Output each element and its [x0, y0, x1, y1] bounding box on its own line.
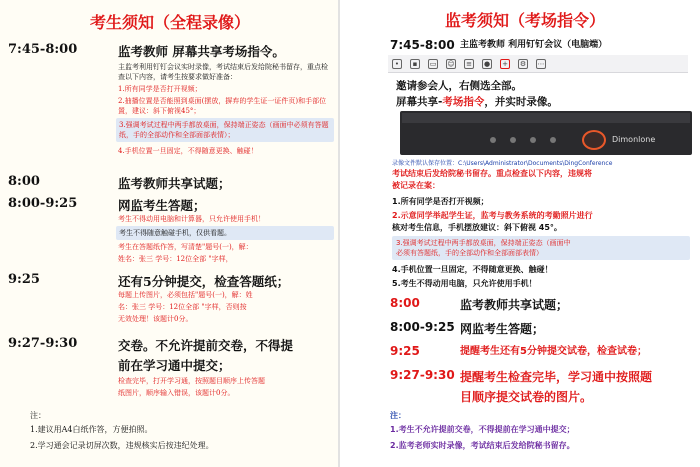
- check-item: 核对考生信息，手机摆放建议：斜下俯视 45°。: [392, 223, 562, 232]
- note-item: 1.建议用A4白纸作答，方便拍照。: [30, 425, 153, 434]
- settings-icon: ⚙: [519, 59, 527, 68]
- note-item: 1.考生不允许提前交卷，不得提前在学习通中提交；: [390, 425, 575, 434]
- mic-icon: •: [392, 59, 402, 69]
- time-label: 7:45-8:00: [390, 38, 455, 52]
- step-heading: 监考教师共享试题；: [118, 176, 231, 191]
- check-item: [392, 210, 593, 221]
- meeting-app-label: Dimonlone: [612, 135, 656, 144]
- rule-text: 每题上传图片，必须包括"题号(一)，解：姓: [118, 291, 253, 299]
- step-heading: 提醒考生检查完毕，学习通中按照题: [460, 370, 653, 384]
- rule-text: 纸图片，顺序输入错误，该题计0分。: [118, 389, 235, 397]
- toolbar-dot-icon: [550, 137, 556, 143]
- rule-text: 检查完毕，打开学习通，按照题目顺序上传答题: [118, 377, 265, 385]
- step-heading: 提醒考生还有5分钟提交试卷，检查试卷；: [460, 346, 647, 357]
- time-label: 8:00-9:25: [390, 320, 455, 334]
- left-notice-panel: [0, 0, 340, 467]
- step-heading: 前在学习通中提交；: [118, 358, 231, 373]
- share-prefix: 屏幕共享-: [396, 96, 443, 108]
- note-heading: 注：: [30, 411, 46, 420]
- invite-text: 邀请参会人，右侧选全部。: [396, 80, 522, 92]
- check-item: 3.强调考试过程中两手都放桌面，保持端正姿态（画面中必须有答题纸，手的全部动作和全部面部表情）；: [119, 121, 329, 139]
- note-item: 2.学习通会记录切屏次数，违规核实后按违纪处理。: [30, 441, 214, 450]
- step-heading: 网监考生答题；: [460, 322, 545, 336]
- check-item: 4.手机位置一旦固定，不得随意更换、触碰！: [392, 265, 553, 274]
- share-suffix: ，并实时录像。: [484, 96, 558, 108]
- meeting-topbar: [402, 113, 690, 123]
- share-highlight: 考场指令: [442, 96, 485, 108]
- dingtalk-toolbar: [388, 55, 688, 73]
- highlight-box: [116, 118, 334, 142]
- record-icon: ●: [483, 59, 491, 68]
- time-label: 9:27-9:30: [390, 368, 455, 382]
- record-path: 录像文件默认保存位置：C:\Users\Administrator\Documents\DingConference: [392, 160, 613, 167]
- step-heading: 还有5分钟提交，检查答题纸；: [118, 274, 290, 289]
- check-item: 4.手机位置一旦固定，不得随意更换、触碰！: [118, 147, 258, 155]
- left-title: 考生须知（全程录像）: [89, 13, 250, 32]
- highlight-box: [392, 236, 690, 260]
- right-title: 监考须知（考场指令）: [444, 11, 605, 30]
- step-heading: 网监考生答题；: [118, 198, 206, 213]
- record-note: 被记录在案：: [392, 181, 440, 190]
- more-icon: ⋯: [537, 59, 545, 68]
- check-item: 必须有答题纸，手的全部动作和全部面部表情）: [396, 249, 543, 257]
- time-label: 9:25: [8, 272, 40, 287]
- time-label: 9:25: [390, 344, 420, 358]
- step-heading: 目顺序提交试卷的图片。: [460, 390, 593, 404]
- step-heading: 监考教师 屏幕共享考场指令。: [118, 44, 285, 59]
- invite-icon: +: [500, 59, 510, 69]
- note-item: 2.监考老师实时录像，考试结束后发给院秘书留存。: [390, 441, 575, 450]
- rule-text: 名：张三 学号：12位全部 "字样，否则按: [118, 303, 247, 311]
- intro-text: 主监考利用钉钉会议实时录像，考试结束后发给院秘书留存，重点检查以下内容，请考生按要求做好准备：: [118, 63, 328, 81]
- share-instruction: [396, 94, 558, 109]
- share-screen-button-icon: [582, 130, 606, 150]
- check-item: 5.考生不得动用电脑，只允许使用手机！: [392, 279, 537, 288]
- step-heading: 交卷。不允许提前交卷，不得提: [118, 338, 294, 353]
- toolbar-dot-icon: [490, 137, 496, 143]
- share-screen-icon: ▭: [429, 59, 437, 68]
- check-item: 3.强调考试过程中两手都放桌面，保持端正姿态（画面中: [396, 239, 571, 247]
- rule-text: 考生不得随意触碰手机，仅供看题。: [119, 229, 231, 237]
- participants-icon: ☺: [447, 59, 455, 68]
- rule-text: 考生不得动用电脑和计算器，只允许使用手机！: [118, 215, 265, 223]
- rule-text: 无效处理！该题计0分。: [118, 315, 193, 323]
- step-heading: 监考教师共享试题；: [460, 298, 569, 312]
- note-heading: 注：: [390, 411, 406, 420]
- time-label: 7:45-8:00: [8, 42, 78, 57]
- check-item-text: 2.示意同学举起学生证，监考与教务系统的考勤照片进行: [392, 211, 593, 220]
- right-notice-panel: [350, 0, 700, 467]
- record-note: 考试结束后发给院秘书留存。重点检查以下内容，违规将: [392, 169, 592, 178]
- chat-icon: ≡: [464, 59, 474, 69]
- camera-icon: ▪: [410, 59, 420, 69]
- highlight-box: [116, 226, 334, 240]
- time-label: 8:00-9:25: [8, 196, 78, 211]
- time-label: 8:00: [8, 174, 40, 189]
- toolbar-dot-icon: [510, 137, 516, 143]
- rule-text: 姓名：张三 学号：12位全部 "字样，: [118, 255, 233, 263]
- time-label: 8:00: [390, 296, 420, 310]
- toolbar-dot-icon: [530, 137, 536, 143]
- step-heading: 主监考教师 利用钉钉会议（电脑端）: [460, 40, 608, 50]
- check-item: 1.所有同学是否打开视频；: [118, 85, 202, 93]
- rule-text: 考生在答题纸作答，写清楚"题号(一)，解：: [118, 243, 253, 251]
- time-label: 9:27-9:30: [8, 336, 78, 351]
- check-item: 1.所有同学是否打开视频；: [392, 197, 489, 206]
- check-item: 2.抽播位置是否能照到桌面(摆放，摒弃的学生证一证件页)和手部位置，建议：斜下俯视45°；: [118, 97, 327, 115]
